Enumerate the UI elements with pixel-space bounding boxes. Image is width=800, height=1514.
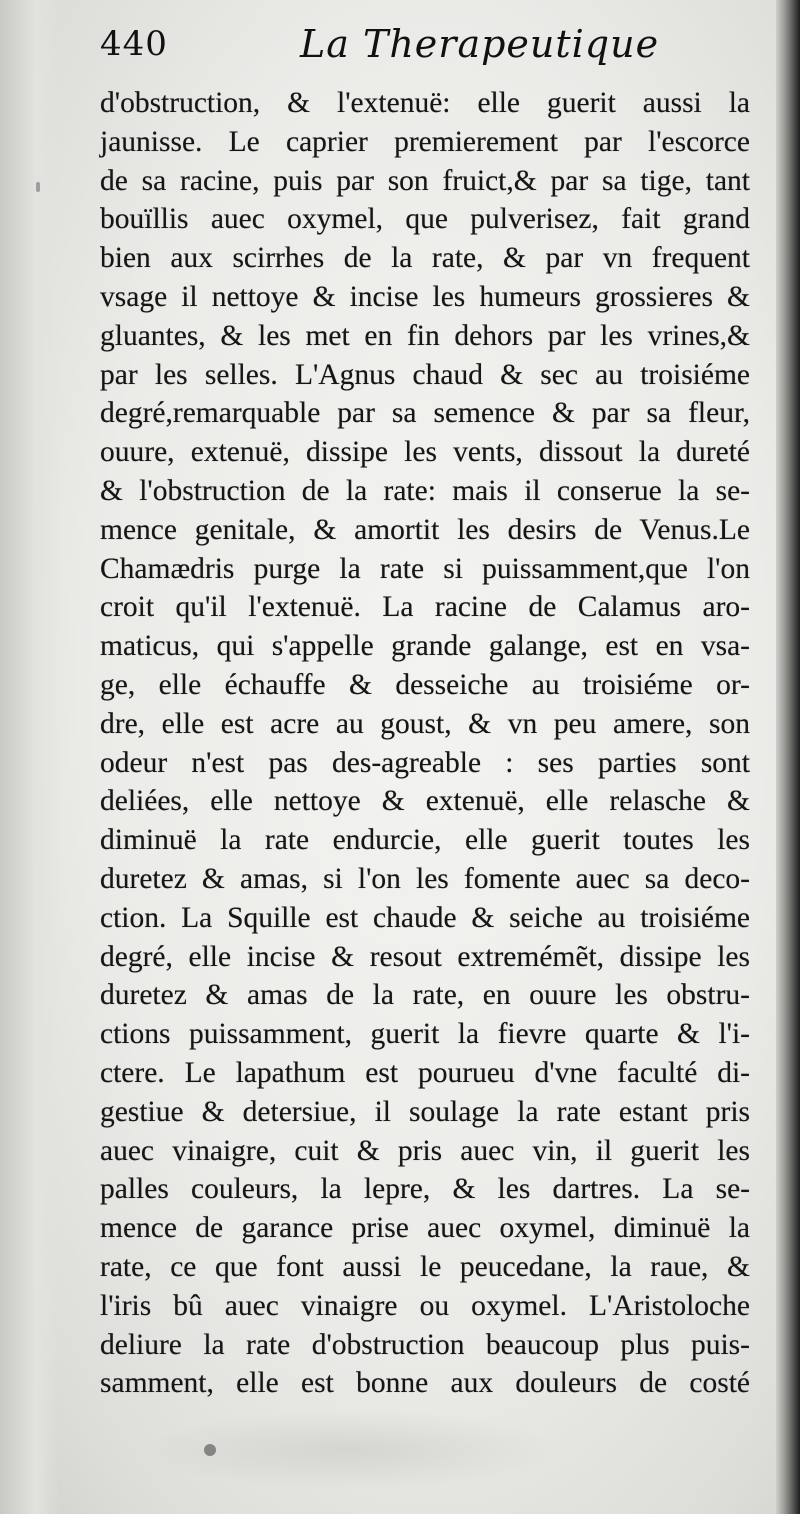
text-line: deliées, elle nettoye & extenuë, elle relasche & — [100, 785, 750, 818]
text-line: rate, ce que font aussi le peucedane, la raue, & — [100, 1250, 750, 1283]
text-line: par les selles. L'Agnus chaud & sec au troisiéme — [100, 358, 750, 391]
text-line: gluantes, & les met en fin dehors par les vrines,& — [100, 319, 750, 352]
page-gutter-shadow — [0, 0, 60, 1514]
ink-bleed-through — [140, 1410, 560, 1490]
text-line: vsage il nettoye & incise les humeurs grossieres & — [100, 280, 750, 313]
ink-speck — [36, 182, 40, 192]
text-line: d'obstruction, & l'extenuë: elle guerit aussi la — [100, 87, 750, 119]
text-line: & l'obstruction de la rate: mais il conserue la se- — [100, 474, 750, 507]
text-line: deliure la rate d'obstruction beaucoup plus puis- — [100, 1328, 750, 1361]
text-line: odeur n'est pas des-agreable : ses parties sont — [100, 746, 750, 779]
body-text — [100, 84, 750, 1403]
text-line: diminuë la rate endurcie, elle guerit toutes les — [100, 824, 750, 857]
text-line: maticus, qui s'appelle grande galange, est en vsa- — [100, 630, 750, 663]
text-line: mence de garance prise auec oxymel, diminuë la — [100, 1212, 750, 1245]
page-number: 440 — [100, 24, 168, 64]
text-line: croit qu'il l'extenuë. La racine de Calamus aro- — [100, 591, 750, 624]
text-line: duretez & amas de la rate, en ouure les obstru- — [100, 979, 750, 1012]
text-line: palles couleurs, la lepre, & les dartres. La se- — [100, 1173, 750, 1206]
text-line: bouïllis auec oxymel, que pulverisez, fait grand — [100, 203, 750, 236]
text-line: Chamædris purge la rate si puissamment,que l'on — [100, 552, 750, 585]
text-line: gestiue & detersiue, il soulage la rate estant pris — [100, 1095, 750, 1128]
running-title: La Therapeutique — [300, 22, 660, 66]
text-line: ctions puissamment, guerit la fievre quarte & l'i- — [100, 1018, 750, 1051]
text-line: degré,remarquable par sa semence & par sa fleur, — [100, 397, 750, 430]
text-line: ouure, extenuë, dissipe les vents, dissout la dureté — [100, 436, 750, 469]
text-line: mence genitale, & amortit les desirs de Venus.Le — [100, 513, 750, 546]
text-line: degré, elle incise & resout extremémẽt, dissipe les — [100, 940, 750, 973]
text-line: dre, elle est acre au goust, & vn peu amere, son — [100, 707, 750, 740]
text-line: ctere. Le lapathum est pourueu d'vne faculté di- — [100, 1056, 750, 1089]
text-line: samment, elle est bonne aux douleurs de costé — [100, 1367, 750, 1400]
ink-speck — [204, 1444, 216, 1456]
text-line: ge, elle échauffe & desseiche au troisiéme or- — [100, 668, 750, 701]
text-line: ction. La Squille est chaude & seiche au troisiéme — [100, 901, 750, 934]
page-header — [100, 18, 740, 74]
page-edge-shadow — [776, 0, 800, 1514]
text-line: jaunisse. Le caprier premierement par l'escorce — [100, 125, 750, 158]
text-line: de sa racine, puis par son fruict,& par sa tige, tant — [100, 164, 750, 197]
text-line: bien aux scirrhes de la rate, & par vn frequent — [100, 242, 750, 275]
text-line: auec vinaigre, cuit & pris auec vin, il guerit les — [100, 1134, 750, 1167]
text-line: duretez & amas, si l'on les fomente auec sa deco- — [100, 862, 750, 895]
text-line: l'iris bû auec vinaigre ou oxymel. L'Aristoloche — [100, 1289, 750, 1322]
